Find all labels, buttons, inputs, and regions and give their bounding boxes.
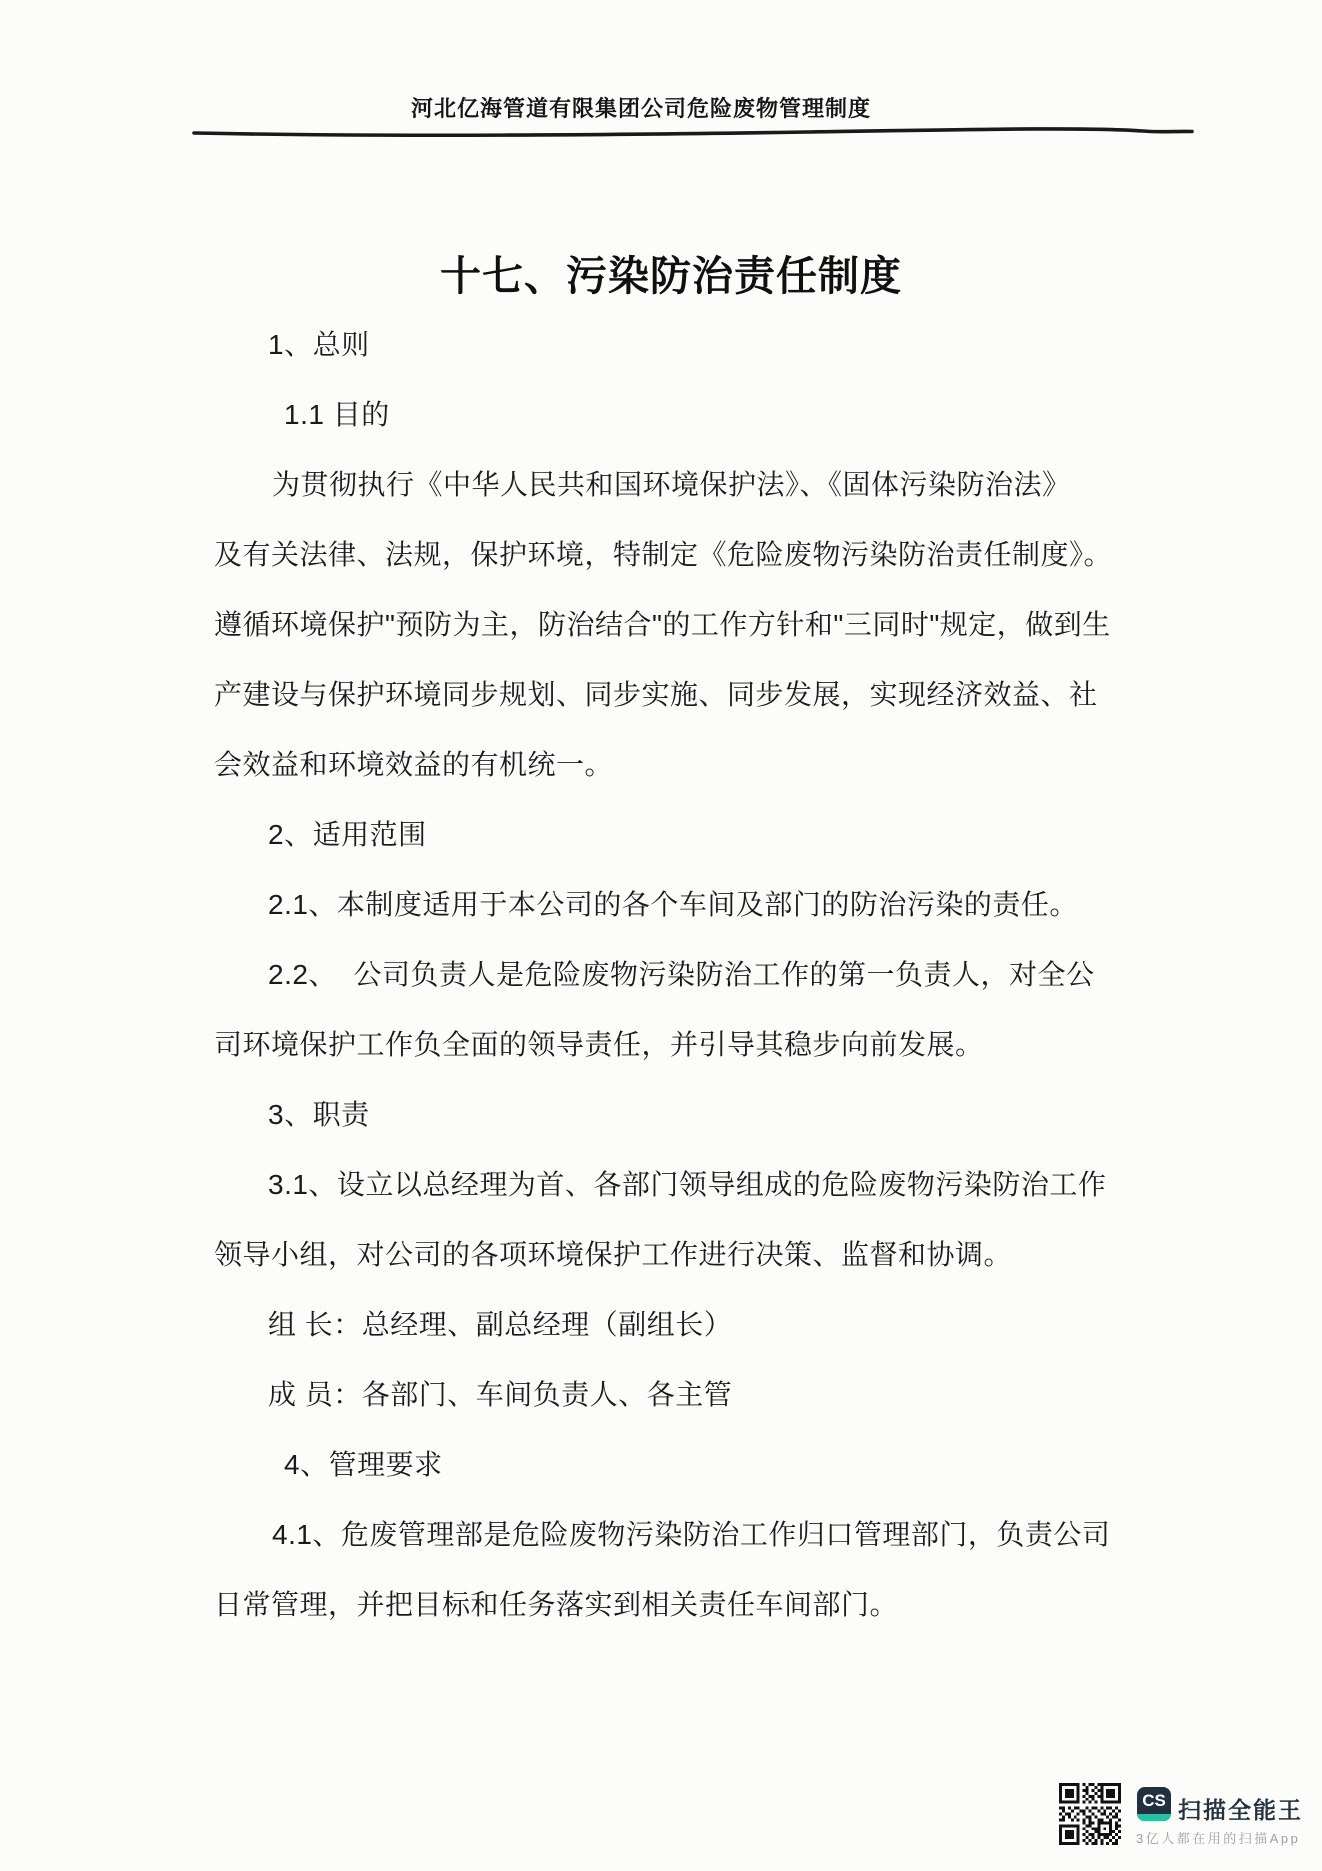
doc-line: 3、职责 (268, 1099, 370, 1130)
doc-line: 2.2、 公司负责人是危险废物污染防治工作的第一负责人，对全公 (268, 959, 1095, 990)
doc-line: 2.1、本制度适用于本公司的各个车间及部门的防治污染的责任。 (268, 889, 1078, 920)
doc-line: 1、总则 (268, 329, 370, 360)
doc-line: 3.1、设立以总经理为首、各部门领导组成的危险废物污染防治工作 (268, 1169, 1107, 1200)
doc-line: 司环境保护工作负全面的领导责任，并引导其稳步向前发展。 (214, 1029, 984, 1060)
doc-line: 2、适用范围 (268, 819, 427, 850)
header-underline (158, 118, 1198, 144)
doc-line: 领导小组，对公司的各项环境保护工作进行决策、监督和协调。 (214, 1239, 1013, 1270)
doc-line: 4.1、危废管理部是危险废物污染防治工作归口管理部门，负责公司 (272, 1519, 1111, 1550)
doc-line: 为贯彻执行《中华人民共和国环境保护法》、《固体污染防治法》 (272, 469, 1071, 500)
page-title: 十七、污染防治责任制度 (440, 253, 902, 299)
qr-code-icon (1059, 1782, 1121, 1846)
doc-line: 日常管理，并把目标和任务落实到相关责任车间部门。 (214, 1589, 899, 1620)
document-body (0, 308, 1322, 1638)
doc-line: 产建设与保护环境同步规划、同步实施、同步发展，实现经济效益、社 (214, 679, 1098, 710)
doc-line: 遵循环境保护"预防为主，防治结合"的工作方针和"三同时"规定，做到生 (214, 609, 1111, 640)
page-header-text: 河北亿海管道有限集团公司危险废物管理制度 (410, 96, 871, 121)
doc-line: 4、管理要求 (284, 1449, 443, 1480)
watermark-tagline: 3亿人都在用的扫描App (1136, 1831, 1301, 1846)
doc-line: 及有关法律、法规，保护环境，特制定《危险废物污染防治责任制度》。 (214, 539, 1113, 570)
doc-line: 1.1 目的 (284, 399, 390, 430)
doc-line: 组 长：总经理、副总经理（副组长） (268, 1309, 733, 1340)
camscanner-logo-icon (1137, 1787, 1171, 1821)
watermark-app-name: 扫描全能王 (1178, 1797, 1303, 1823)
doc-line: 会效益和环境效益的有机统一。 (214, 749, 614, 780)
cs-logo-text: CS (1142, 1791, 1166, 1810)
cs-logo-accent-bar (1137, 1814, 1171, 1821)
doc-line: 成 员：各部门、车间负责人、各主管 (268, 1379, 733, 1410)
